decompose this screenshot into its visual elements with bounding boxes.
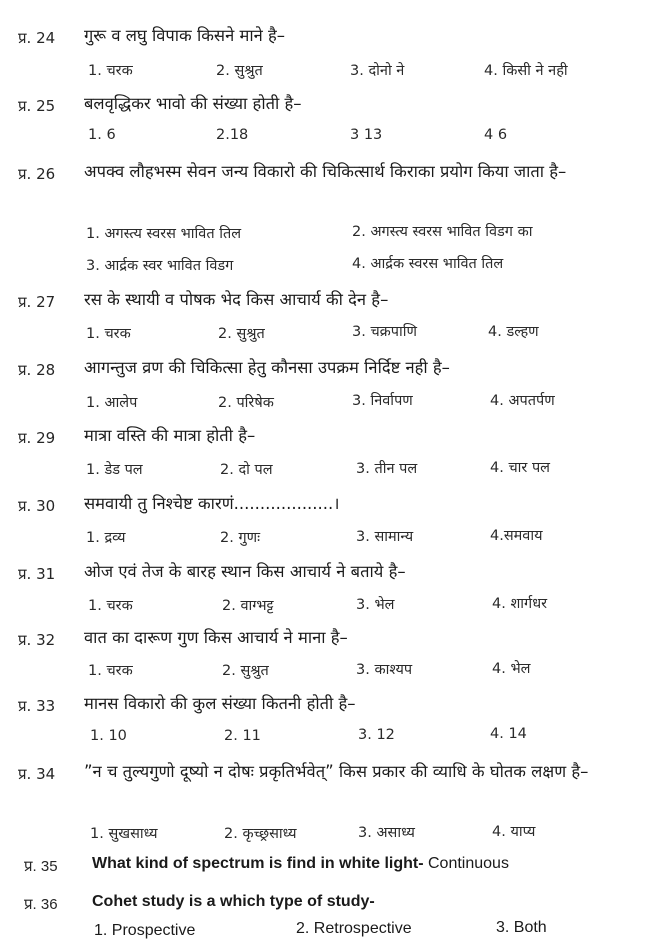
- option-4: 4 6: [484, 127, 508, 143]
- option-4: 4. चार पल: [490, 460, 551, 476]
- option-4: 4. डल्हण: [488, 324, 539, 340]
- question-number: प्र. 36: [24, 896, 58, 913]
- option-2: 2. परिषेक: [218, 395, 274, 411]
- question-number: प्र. 32: [18, 631, 56, 649]
- option-3: 3. आर्द्रक स्वर भावित विडग: [86, 258, 234, 274]
- question-number: प्र. 34: [18, 765, 56, 783]
- option-1: 1. चरक: [86, 326, 131, 342]
- question-text: समवायी तु निश्चेष्ट कारणं...................।: [84, 494, 340, 513]
- question-text-body: What kind of spectrum is find in white light-: [92, 855, 424, 872]
- option-1: 1. सुखसाध्य: [90, 826, 158, 842]
- question-number: प्र. 26: [18, 165, 56, 183]
- question-number: प्र. 31: [18, 565, 56, 583]
- question-text: [92, 849, 658, 879]
- option-2: 2. 11: [224, 728, 261, 744]
- question-text: मानस विकारो की कुल संख्या कितनी होती है–: [84, 694, 356, 713]
- question-text: गुरू व लघु विपाक किसने माने है–: [84, 26, 286, 45]
- question-text: Cohet study is a which type of study-: [92, 893, 375, 910]
- option-4: 4. आर्द्रक स्वरस भावित तिल: [352, 256, 504, 272]
- option-4: 4. 14: [490, 726, 527, 742]
- option-1: 1. आलेप: [86, 395, 138, 411]
- question-number: प्र. 35: [24, 858, 58, 875]
- option-2: 2. सुश्रुत: [218, 326, 265, 342]
- option-3: 3. निर्वापण: [352, 393, 413, 409]
- option-3: 3. काश्यप: [356, 662, 413, 678]
- option-2: 2. अगस्त्य स्वरस भावित विडग का: [352, 224, 533, 240]
- option-2: 2. कृच्छ्रसाध्य: [224, 826, 297, 842]
- option-1: 1. चरक: [88, 598, 133, 614]
- option-3: 3 13: [350, 127, 383, 143]
- option-3: 3. तीन पल: [356, 461, 418, 477]
- option-1: 1. द्रव्य: [86, 530, 126, 546]
- option-4: 4. किसी ने नही: [484, 63, 568, 79]
- question-number: प्र. 28: [18, 361, 56, 379]
- question-number: प्र. 33: [18, 697, 56, 715]
- option-3: 3. 12: [358, 727, 395, 743]
- option-4: 4.समवाय: [490, 528, 543, 544]
- question-number: प्र. 27: [18, 293, 56, 311]
- option-1: 1. चरक: [88, 663, 133, 679]
- option-3: 3. सामान्य: [356, 529, 414, 545]
- option-1: 1. डेड पल: [86, 462, 143, 478]
- option-4: 4. अपतर्पण: [490, 393, 555, 409]
- option-3: 3. चक्रपाणि: [352, 324, 418, 340]
- question-number: प्र. 30: [18, 497, 56, 515]
- question-text: बलवृद्धिकर भावो की संख्या होती है–: [84, 94, 302, 113]
- option-1: 1. 6: [88, 127, 116, 143]
- option-3: 3. दोनो ने: [350, 63, 405, 79]
- option-4: 4. याप्य: [492, 824, 536, 840]
- option-4: 4. भेल: [492, 661, 531, 677]
- question-text: अपक्व लौहभस्म सेवन जन्य विकारो की चिकित्सार्थ किराका प्रयोग किया जाता है–: [84, 162, 567, 181]
- option-1: 1. अगस्त्य स्वरस भावित तिल: [86, 226, 242, 242]
- question-number: प्र. 25: [18, 97, 56, 115]
- question-text: रस के स्थायी व पोषक भेद किस आचार्य की देन है–: [84, 290, 389, 309]
- option-3: 3. Both: [496, 919, 547, 936]
- question-text: ओज एवं तेज के बारह स्थान किस आचार्य ने बताये है–: [84, 562, 406, 581]
- question-text: आगन्तुज व्रण की चिकित्सा हेतु कौनसा उपक्रम निर्दिष्ट नही है–: [84, 358, 450, 377]
- option-2: 2. दो पल: [220, 462, 273, 478]
- question-number: प्र. 29: [18, 429, 56, 447]
- option-2: 2. वाग्भट्ट: [222, 598, 274, 614]
- option-3: 3. भेल: [356, 597, 395, 613]
- question-text: ”न च तुल्यगुणो दूष्यो न दोषः प्रकृतिर्भवेत्” किस प्रकार की व्याधि के घोतक लक्षण है–: [84, 762, 589, 781]
- option-2: 2. गुणः: [220, 530, 261, 546]
- answer-text: Continuous: [428, 855, 509, 872]
- question-text: मात्रा वस्ति की मात्रा होती है–: [84, 426, 256, 445]
- option-2: 2. सुश्रुत: [216, 63, 263, 79]
- question-number: प्र. 24: [18, 29, 56, 47]
- option-3: 3. असाध्य: [358, 825, 415, 841]
- option-2: 2. सुश्रुत: [222, 663, 269, 679]
- option-1: 1. चरक: [88, 63, 133, 79]
- option-4: 4. शार्गधर: [492, 596, 548, 612]
- option-1: 1. 10: [90, 728, 127, 744]
- option-2: 2.18: [216, 127, 249, 143]
- option-2: 2. Retrospective: [296, 920, 412, 937]
- option-1: 1. Prospective: [94, 922, 196, 939]
- question-text: वात का दारूण गुण किस आचार्य ने माना है–: [84, 628, 348, 647]
